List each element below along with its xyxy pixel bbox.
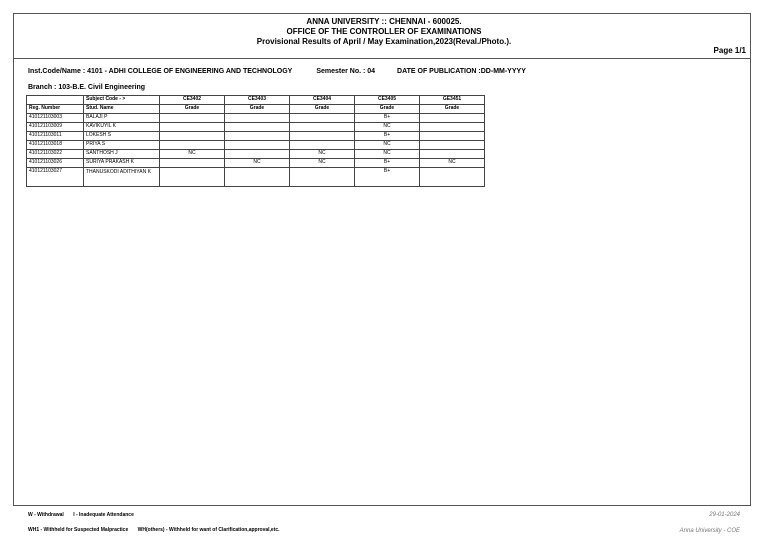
subject-code-header: CE3403 xyxy=(225,96,290,105)
institution-info-line xyxy=(28,68,526,75)
grade-cell xyxy=(225,132,290,141)
university-name: ANNA UNIVERSITY :: CHENNAI - 600025. xyxy=(306,17,462,26)
table-row xyxy=(27,132,485,141)
grade-cell xyxy=(160,114,225,123)
grade-cell xyxy=(160,132,225,141)
reg-number: 410121103027 xyxy=(27,168,84,187)
grade-cell xyxy=(225,114,290,123)
subject-code-header: CE3402 xyxy=(160,96,225,105)
table-row xyxy=(27,168,485,187)
grade-cell xyxy=(420,114,485,123)
grade-cell: NC xyxy=(420,159,485,168)
office-name: OFFICE OF THE CONTROLLER OF EXAMINATIONS xyxy=(286,27,482,36)
grade-cell xyxy=(160,123,225,132)
legend-inadequate-attendance: I - Inadequate Attendance xyxy=(73,512,134,518)
semester-number: Semester No. : 04 xyxy=(316,68,376,75)
grade-header: Grade xyxy=(290,105,355,114)
grade-cell xyxy=(420,132,485,141)
table-row xyxy=(27,159,485,168)
grade-cell xyxy=(290,123,355,132)
grade-cell xyxy=(225,123,290,132)
legend-withheld-others: WH(others) - Withheld for want of Clarification,approval,etc. xyxy=(137,527,280,533)
column-header-row xyxy=(27,105,485,114)
grade-cell: NC xyxy=(290,150,355,159)
grade-cell xyxy=(420,123,485,132)
grade-cell xyxy=(420,141,485,150)
print-date: 29-01-2024 xyxy=(709,512,740,518)
subject-code-row xyxy=(27,96,485,105)
issuing-office: Anna University - COE xyxy=(679,528,740,534)
grade-cell xyxy=(160,141,225,150)
result-title: Provisional Results of April / May Examination,2023(Reval./Photo.). xyxy=(256,37,512,46)
student-name: THANUSKODI ADITHIYAN K xyxy=(84,168,160,187)
branch-name: Branch : 103-B.E. Civil Engineering xyxy=(28,84,146,91)
reg-number-header: Reg. Number xyxy=(27,105,84,114)
grade-cell xyxy=(225,168,290,187)
student-name: SANTHOSH J xyxy=(84,150,160,159)
legend-line-1 xyxy=(28,512,142,518)
grade-cell: NC xyxy=(225,159,290,168)
reg-number: 410121103022 xyxy=(27,150,84,159)
grade-header: Grade xyxy=(420,105,485,114)
student-name: PRIYA S xyxy=(84,141,160,150)
grade-cell xyxy=(420,168,485,187)
grade-cell: B+ xyxy=(355,114,420,123)
grade-cell: B+ xyxy=(355,168,420,187)
grade-cell: NC xyxy=(355,141,420,150)
publication-date: DATE OF PUBLICATION :DD-MM-YYYY xyxy=(397,68,526,75)
grade-cell xyxy=(225,150,290,159)
table-row xyxy=(27,150,485,159)
institution-name: Inst.Code/Name : 4101 - ADHI COLLEGE OF ENGINEERING AND TECHNOLOGY xyxy=(28,68,293,75)
header-divider xyxy=(13,58,751,59)
subject-code-label: Subject Code - > xyxy=(84,96,160,105)
reg-number: 410121103009 xyxy=(27,123,84,132)
document-header xyxy=(0,17,768,47)
student-name: LOKESH S xyxy=(84,132,160,141)
student-name-header: Stud. Name xyxy=(84,105,160,114)
reg-number: 410121103011 xyxy=(27,132,84,141)
grade-cell xyxy=(290,114,355,123)
grade-header: Grade xyxy=(225,105,290,114)
grade-cell: B+ xyxy=(355,159,420,168)
student-name: BALAJI P xyxy=(84,114,160,123)
page-number: Page 1/1 xyxy=(713,46,746,55)
reg-number: 410121103018 xyxy=(27,141,84,150)
grade-cell xyxy=(420,150,485,159)
grade-cell xyxy=(225,141,290,150)
table-row xyxy=(27,123,485,132)
reg-number: 410121103003 xyxy=(27,114,84,123)
subject-code-header: CE3405 xyxy=(355,96,420,105)
results-table xyxy=(26,95,485,187)
grade-cell: NC xyxy=(160,150,225,159)
grade-cell xyxy=(160,168,225,187)
grade-cell: NC xyxy=(355,123,420,132)
grade-header: Grade xyxy=(160,105,225,114)
grade-cell xyxy=(290,132,355,141)
grade-cell xyxy=(290,141,355,150)
empty-header-cell xyxy=(27,96,84,105)
reg-number: 410121103026 xyxy=(27,159,84,168)
legend-withdrawal: W - Withdrawal xyxy=(28,512,64,518)
grade-cell xyxy=(160,159,225,168)
grade-cell: NC xyxy=(355,150,420,159)
grade-cell: NC xyxy=(290,159,355,168)
table-row xyxy=(27,141,485,150)
legend-malpractice: WH1 - Withheld for Suspected Malpractice xyxy=(28,527,129,533)
grade-header: Grade xyxy=(355,105,420,114)
table-row xyxy=(27,114,485,123)
subject-code-header: CE3404 xyxy=(290,96,355,105)
student-name: KAVIKUYIL K xyxy=(84,123,160,132)
grade-cell xyxy=(290,168,355,187)
grade-cell: B+ xyxy=(355,132,420,141)
student-name: SURIYA PRAKASH K xyxy=(84,159,160,168)
subject-code-header: GE3451 xyxy=(420,96,485,105)
legend-line-2 xyxy=(28,527,288,533)
